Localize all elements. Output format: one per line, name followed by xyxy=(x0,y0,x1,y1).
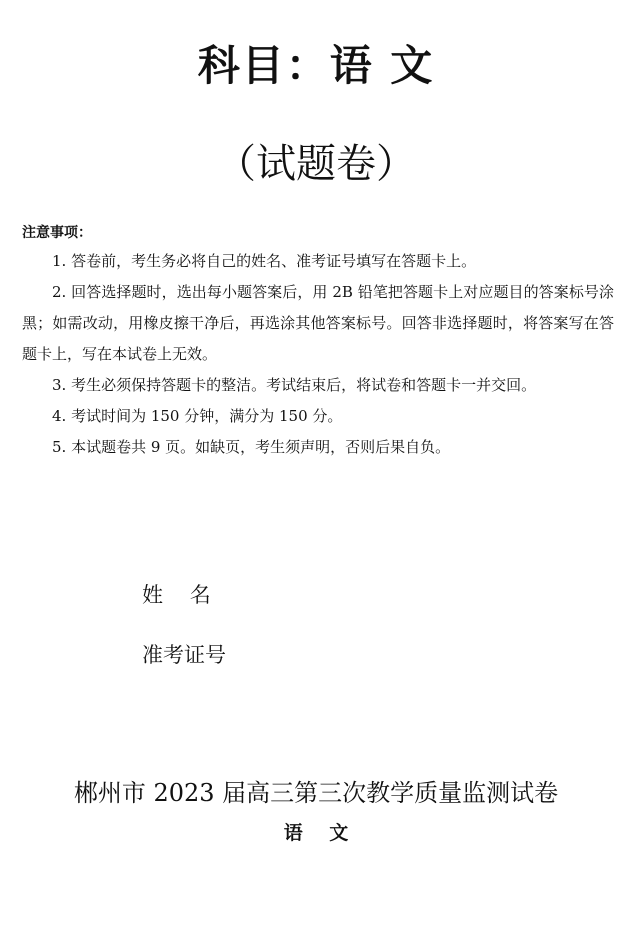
exam-subject: 语 文 xyxy=(283,822,349,844)
exam-id-field-label: 准考证号 xyxy=(142,643,226,667)
paper-type-label: （试题卷） xyxy=(216,141,416,187)
page-title: 科目：语 文 xyxy=(197,41,435,90)
exam-title: 郴州市 2023 届高三第三次教学质量监测试卷 xyxy=(73,779,559,807)
notice-item: 2. 回答选择题时，选出每小题答案后，用 2B 铅笔把答题卡上对应题目的答案标号涂黑；如需改动，用橡皮擦干净后，再选涂其他答案标号。回答非选择题时，将答案写在答题卡上，写在本试卷上无效。 xyxy=(22,283,614,363)
notice-item: 5. 本试题卷共 9 页。如缺页，考生须声明，否则后果自负。 xyxy=(52,438,451,456)
notice-heading: 注意事项： xyxy=(22,225,92,241)
name-field-label: 姓 名 xyxy=(142,583,211,607)
notice-item: 1. 答卷前，考生务必将自己的姓名、准考证号填写在答题卡上。 xyxy=(52,252,477,270)
notice-item: 4. 考试时间为 150 分钟，满分为 150 分。 xyxy=(52,407,343,425)
notice-section xyxy=(22,222,614,463)
notice-item: 3. 考生必须保持答题卡的整洁。考试结束后，将试卷和答题卡一并交回。 xyxy=(52,376,537,394)
